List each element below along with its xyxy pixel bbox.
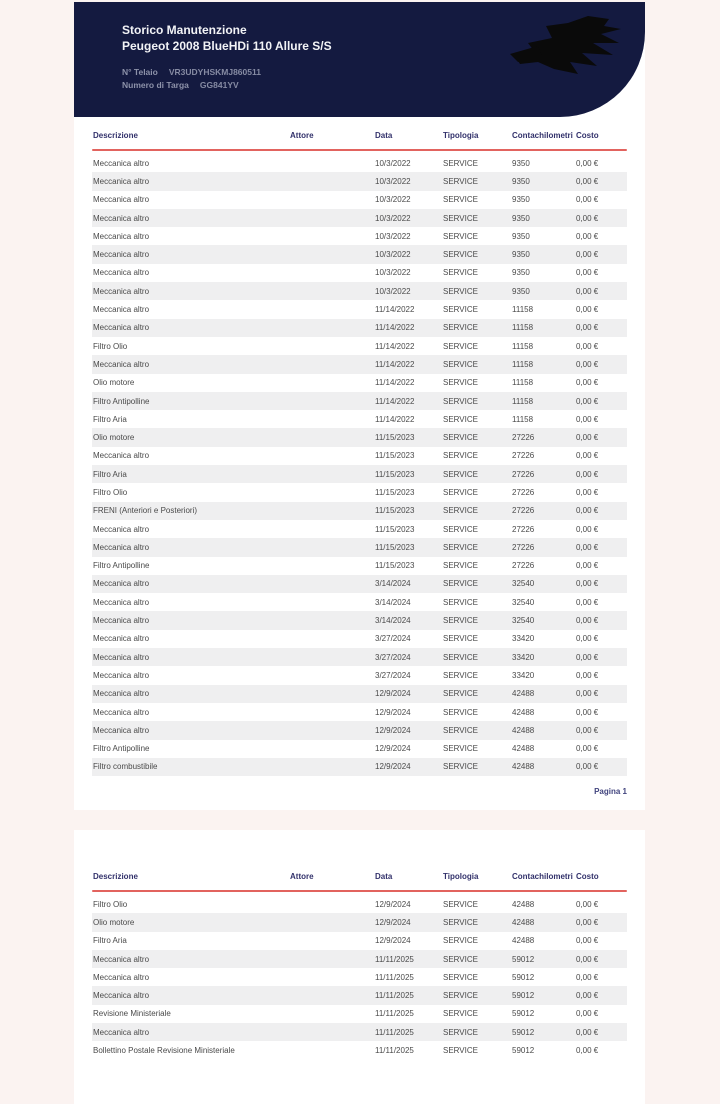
cell-costo: 0,00 € xyxy=(576,158,599,168)
table-row xyxy=(92,740,627,758)
table-row xyxy=(92,209,627,227)
cell-tipologia: SERVICE xyxy=(443,341,478,351)
cell-descrizione: Olio motore xyxy=(93,378,135,388)
cell-tipologia: SERVICE xyxy=(443,359,478,369)
cell-contachilometri: 11158 xyxy=(512,396,534,406)
cell-tipologia: SERVICE xyxy=(443,378,478,388)
cell-costo: 0,00 € xyxy=(576,323,599,333)
cell-costo: 0,00 € xyxy=(576,213,599,223)
cell-data: 11/11/2025 xyxy=(375,991,414,1001)
cell-tipologia: SERVICE xyxy=(443,1027,478,1037)
cell-descrizione: Filtro combustibile xyxy=(93,762,158,772)
cell-descrizione: Meccanica altro xyxy=(93,542,150,552)
cell-costo: 0,00 € xyxy=(576,305,599,315)
column-header-attore: Attore xyxy=(290,131,314,140)
table-row xyxy=(92,428,627,446)
cell-data: 10/3/2022 xyxy=(375,213,411,223)
cell-descrizione: Meccanica altro xyxy=(93,250,150,260)
cell-contachilometri: 33420 xyxy=(512,634,535,644)
cell-contachilometri: 59012 xyxy=(512,991,535,1001)
cell-tipologia: SERVICE xyxy=(443,487,478,497)
redaction-scribble xyxy=(508,10,630,80)
table-row xyxy=(92,950,627,968)
column-header-costo: Costo xyxy=(576,131,599,140)
cell-costo: 0,00 € xyxy=(576,707,599,717)
table-row xyxy=(92,355,627,373)
table-row xyxy=(92,154,627,172)
cell-costo: 0,00 € xyxy=(576,524,599,534)
table-row xyxy=(92,575,627,593)
cell-costo: 0,00 € xyxy=(576,506,599,516)
cell-data: 11/14/2022 xyxy=(375,378,415,388)
cell-descrizione: Meccanica altro xyxy=(93,231,150,241)
cell-costo: 0,00 € xyxy=(576,396,599,406)
table-row xyxy=(92,666,627,684)
column-header-tipologia: Tipologia xyxy=(443,872,479,881)
cell-tipologia: SERVICE xyxy=(443,936,478,946)
cell-costo: 0,00 € xyxy=(576,579,599,589)
cell-tipologia: SERVICE xyxy=(443,250,478,260)
cell-tipologia: SERVICE xyxy=(443,286,478,296)
cell-tipologia: SERVICE xyxy=(443,414,478,424)
cell-contachilometri: 27226 xyxy=(512,561,535,571)
cell-data: 11/14/2022 xyxy=(375,396,415,406)
chassis-value: VR3UDYHSKMJ860511 xyxy=(168,67,261,77)
cell-contachilometri: 9350 xyxy=(512,231,530,241)
table-row xyxy=(92,895,627,913)
cell-costo: 0,00 € xyxy=(576,561,599,571)
cell-contachilometri: 9350 xyxy=(512,195,530,205)
cell-descrizione: Filtro Olio xyxy=(93,899,128,909)
cell-tipologia: SERVICE xyxy=(443,231,478,241)
cell-tipologia: SERVICE xyxy=(443,268,478,278)
cell-descrizione: Meccanica altro xyxy=(93,305,150,315)
cell-contachilometri: 42488 xyxy=(512,762,535,772)
cell-data: 12/9/2024 xyxy=(375,725,411,735)
table-header-row xyxy=(92,830,627,890)
report-title: Storico Manutenzione xyxy=(122,23,247,37)
cell-tipologia: SERVICE xyxy=(443,305,478,315)
column-header-data: Data xyxy=(375,872,393,881)
cell-data: 11/15/2023 xyxy=(375,487,415,497)
table-row xyxy=(92,191,627,209)
cell-tipologia: SERVICE xyxy=(443,689,478,699)
table-header-row xyxy=(92,117,627,149)
cell-tipologia: SERVICE xyxy=(443,176,478,186)
cell-tipologia: SERVICE xyxy=(443,579,478,589)
cell-data: 11/15/2023 xyxy=(375,524,415,534)
cell-costo: 0,00 € xyxy=(576,1009,599,1019)
cell-data: 11/11/2025 xyxy=(375,972,414,982)
table-row xyxy=(92,986,627,1004)
cell-tipologia: SERVICE xyxy=(443,899,478,909)
cell-costo: 0,00 € xyxy=(576,286,599,296)
cell-costo: 0,00 € xyxy=(576,433,599,443)
cell-data: 10/3/2022 xyxy=(375,158,411,168)
cell-data: 11/14/2022 xyxy=(375,323,415,333)
cell-costo: 0,00 € xyxy=(576,195,599,205)
cell-data: 11/15/2023 xyxy=(375,433,415,443)
cell-tipologia: SERVICE xyxy=(443,725,478,735)
cell-data: 11/15/2023 xyxy=(375,542,415,552)
column-header-costo: Costo xyxy=(576,872,599,881)
table-row xyxy=(92,520,627,538)
cell-tipologia: SERVICE xyxy=(443,451,478,461)
cell-descrizione: Meccanica altro xyxy=(93,579,150,589)
cell-contachilometri: 42488 xyxy=(512,725,535,735)
table-row xyxy=(92,685,627,703)
cell-tipologia: SERVICE xyxy=(443,524,478,534)
cell-contachilometri: 27226 xyxy=(512,433,535,443)
cell-contachilometri: 9350 xyxy=(512,268,530,278)
cell-data: 10/3/2022 xyxy=(375,268,411,278)
cell-costo: 0,00 € xyxy=(576,1046,599,1056)
cell-costo: 0,00 € xyxy=(576,268,599,278)
cell-data: 3/14/2024 xyxy=(375,579,411,589)
column-header-descrizione: Descrizione xyxy=(93,872,138,881)
cell-contachilometri: 9350 xyxy=(512,250,530,260)
cell-descrizione: Meccanica altro xyxy=(93,195,150,205)
cell-tipologia: SERVICE xyxy=(443,634,478,644)
cell-costo: 0,00 € xyxy=(576,341,599,351)
cell-contachilometri: 27226 xyxy=(512,524,535,534)
cell-contachilometri: 42488 xyxy=(512,899,535,909)
cell-contachilometri: 27226 xyxy=(512,542,535,552)
cell-descrizione: Meccanica altro xyxy=(93,689,150,699)
cell-descrizione: Filtro Olio xyxy=(93,487,128,497)
cell-data: 11/15/2023 xyxy=(375,506,415,516)
cell-data: 12/9/2024 xyxy=(375,689,411,699)
cell-descrizione: Olio motore xyxy=(93,917,135,927)
plate-label: Numero di Targa xyxy=(122,80,189,90)
cell-descrizione: Meccanica altro xyxy=(93,158,150,168)
cell-contachilometri: 59012 xyxy=(512,1009,535,1019)
cell-costo: 0,00 € xyxy=(576,487,599,497)
cell-descrizione: Meccanica altro xyxy=(93,954,150,964)
maintenance-table-page2 xyxy=(92,830,627,1060)
column-header-contachilometri: Contachilometri xyxy=(512,872,573,881)
cell-descrizione: Meccanica altro xyxy=(93,524,150,534)
cell-data: 10/3/2022 xyxy=(375,286,411,296)
cell-contachilometri: 32540 xyxy=(512,597,535,607)
cell-costo: 0,00 € xyxy=(576,936,599,946)
cell-costo: 0,00 € xyxy=(576,542,599,552)
cell-data: 11/14/2022 xyxy=(375,341,415,351)
cell-tipologia: SERVICE xyxy=(443,396,478,406)
cell-costo: 0,00 € xyxy=(576,991,599,1001)
table-row xyxy=(92,502,627,520)
column-header-contachilometri: Contachilometri xyxy=(512,131,573,140)
document-page-1 xyxy=(74,2,645,810)
cell-descrizione: Meccanica altro xyxy=(93,268,150,278)
cell-descrizione: Filtro Antipolline xyxy=(93,561,150,571)
cell-data: 3/27/2024 xyxy=(375,652,411,662)
cell-contachilometri: 11158 xyxy=(512,305,534,315)
table-row xyxy=(92,227,627,245)
table-row xyxy=(92,932,627,950)
cell-data: 3/27/2024 xyxy=(375,670,411,680)
cell-data: 12/9/2024 xyxy=(375,762,411,772)
cell-tipologia: SERVICE xyxy=(443,670,478,680)
cell-data: 11/11/2025 xyxy=(375,1009,414,1019)
cell-data: 12/9/2024 xyxy=(375,744,411,754)
cell-costo: 0,00 € xyxy=(576,689,599,699)
page-number: Pagina 1 xyxy=(594,787,627,797)
cell-data: 12/9/2024 xyxy=(375,936,411,946)
column-header-tipologia: Tipologia xyxy=(443,131,479,140)
vehicle-name: Peugeot 2008 BlueHDi 110 Allure S/S xyxy=(122,39,332,53)
cell-data: 11/11/2025 xyxy=(375,954,414,964)
cell-tipologia: SERVICE xyxy=(443,433,478,443)
cell-descrizione: FRENI (Anteriori e Posteriori) xyxy=(93,506,198,516)
table-row xyxy=(92,172,627,190)
cell-costo: 0,00 € xyxy=(576,972,599,982)
cell-descrizione: Meccanica altro xyxy=(93,616,150,626)
cell-costo: 0,00 € xyxy=(576,652,599,662)
cell-contachilometri: 9350 xyxy=(512,158,530,168)
cell-tipologia: SERVICE xyxy=(443,972,478,982)
cell-costo: 0,00 € xyxy=(576,250,599,260)
table-row xyxy=(92,392,627,410)
cell-costo: 0,00 € xyxy=(576,231,599,241)
table-row xyxy=(92,319,627,337)
cell-contachilometri: 11158 xyxy=(512,323,534,333)
cell-data: 12/9/2024 xyxy=(375,917,411,927)
cell-descrizione: Filtro Antipolline xyxy=(93,396,150,406)
cell-tipologia: SERVICE xyxy=(443,707,478,717)
cell-contachilometri: 11158 xyxy=(512,341,534,351)
table-row xyxy=(92,410,627,428)
cell-data: 3/14/2024 xyxy=(375,597,411,607)
cell-contachilometri: 32540 xyxy=(512,616,535,626)
cell-descrizione: Meccanica altro xyxy=(93,652,150,662)
cell-costo: 0,00 € xyxy=(576,359,599,369)
table-row xyxy=(92,465,627,483)
cell-tipologia: SERVICE xyxy=(443,561,478,571)
table-row xyxy=(92,538,627,556)
table-row xyxy=(92,703,627,721)
cell-descrizione: Revisione Ministeriale xyxy=(93,1009,171,1019)
report-header-band xyxy=(74,2,645,117)
cell-costo: 0,00 € xyxy=(576,899,599,909)
table-row xyxy=(92,721,627,739)
cell-costo: 0,00 € xyxy=(576,176,599,186)
cell-contachilometri: 27226 xyxy=(512,487,535,497)
cell-tipologia: SERVICE xyxy=(443,917,478,927)
cell-costo: 0,00 € xyxy=(576,744,599,754)
cell-tipologia: SERVICE xyxy=(443,1046,478,1056)
cell-descrizione: Filtro Aria xyxy=(93,414,127,424)
table-row xyxy=(92,337,627,355)
cell-descrizione: Meccanica altro xyxy=(93,286,150,296)
cell-descrizione: Filtro Olio xyxy=(93,341,128,351)
table-row xyxy=(92,593,627,611)
cell-contachilometri: 32540 xyxy=(512,579,535,589)
cell-descrizione: Bollettino Postale Revisione Ministeriale xyxy=(93,1046,235,1056)
cell-contachilometri: 27226 xyxy=(512,451,535,461)
cell-data: 3/14/2024 xyxy=(375,616,411,626)
cell-descrizione: Meccanica altro xyxy=(93,634,150,644)
cell-descrizione: Meccanica altro xyxy=(93,451,150,461)
cell-costo: 0,00 € xyxy=(576,917,599,927)
cell-tipologia: SERVICE xyxy=(443,652,478,662)
plate-line xyxy=(122,79,645,92)
table-row xyxy=(92,264,627,282)
cell-data: 10/3/2022 xyxy=(375,231,411,241)
cell-descrizione: Meccanica altro xyxy=(93,972,150,982)
plate-value: GG841YV xyxy=(199,80,239,90)
table-row xyxy=(92,1023,627,1041)
cell-descrizione: Meccanica altro xyxy=(93,725,150,735)
cell-tipologia: SERVICE xyxy=(443,991,478,1001)
cell-contachilometri: 42488 xyxy=(512,689,535,699)
cell-descrizione: Filtro Aria xyxy=(93,469,127,479)
table-row xyxy=(92,1041,627,1059)
cell-tipologia: SERVICE xyxy=(443,597,478,607)
cell-contachilometri: 59012 xyxy=(512,1027,535,1037)
cell-contachilometri: 9350 xyxy=(512,213,530,223)
cell-contachilometri: 33420 xyxy=(512,652,535,662)
cell-contachilometri: 33420 xyxy=(512,670,535,680)
cell-descrizione: Meccanica altro xyxy=(93,670,150,680)
cell-descrizione: Olio motore xyxy=(93,433,135,443)
cell-data: 10/3/2022 xyxy=(375,250,411,260)
cell-tipologia: SERVICE xyxy=(443,744,478,754)
cell-tipologia: SERVICE xyxy=(443,213,478,223)
cell-costo: 0,00 € xyxy=(576,670,599,680)
cell-costo: 0,00 € xyxy=(576,762,599,772)
chassis-label: N° Telaio xyxy=(122,67,158,77)
cell-data: 12/9/2024 xyxy=(375,899,411,909)
table-row xyxy=(92,758,627,776)
document-page-2 xyxy=(74,830,645,1104)
cell-contachilometri: 9350 xyxy=(512,286,530,296)
cell-contachilometri: 42488 xyxy=(512,936,535,946)
cell-tipologia: SERVICE xyxy=(443,195,478,205)
cell-descrizione: Meccanica altro xyxy=(93,213,150,223)
table-body xyxy=(92,151,627,776)
cell-contachilometri: 11158 xyxy=(512,414,534,424)
table-row xyxy=(92,245,627,263)
cell-data: 12/9/2024 xyxy=(375,707,411,717)
cell-costo: 0,00 € xyxy=(576,414,599,424)
table-row xyxy=(92,483,627,501)
cell-costo: 0,00 € xyxy=(576,954,599,964)
cell-tipologia: SERVICE xyxy=(443,762,478,772)
cell-costo: 0,00 € xyxy=(576,616,599,626)
cell-descrizione: Meccanica altro xyxy=(93,1027,150,1037)
cell-contachilometri: 11158 xyxy=(512,359,534,369)
cell-contachilometri: 9350 xyxy=(512,176,530,186)
cell-costo: 0,00 € xyxy=(576,634,599,644)
cell-data: 11/14/2022 xyxy=(375,414,415,424)
table-row xyxy=(92,282,627,300)
cell-descrizione: Meccanica altro xyxy=(93,991,150,1001)
cell-data: 11/11/2025 xyxy=(375,1027,414,1037)
cell-tipologia: SERVICE xyxy=(443,616,478,626)
cell-contachilometri: 42488 xyxy=(512,917,535,927)
cell-data: 11/14/2022 xyxy=(375,359,415,369)
cell-descrizione: Filtro Aria xyxy=(93,936,127,946)
cell-data: 10/3/2022 xyxy=(375,195,411,205)
cell-data: 10/3/2022 xyxy=(375,176,411,186)
table-row xyxy=(92,300,627,318)
cell-tipologia: SERVICE xyxy=(443,542,478,552)
table-row xyxy=(92,374,627,392)
cell-tipologia: SERVICE xyxy=(443,158,478,168)
cell-tipologia: SERVICE xyxy=(443,954,478,964)
table-row xyxy=(92,557,627,575)
cell-costo: 0,00 € xyxy=(576,451,599,461)
cell-contachilometri: 27226 xyxy=(512,469,535,479)
table-row xyxy=(92,913,627,931)
cell-tipologia: SERVICE xyxy=(443,506,478,516)
cell-costo: 0,00 € xyxy=(576,1027,599,1037)
column-header-descrizione: Descrizione xyxy=(93,131,138,140)
table-row xyxy=(92,630,627,648)
cell-costo: 0,00 € xyxy=(576,597,599,607)
cell-contachilometri: 11158 xyxy=(512,378,534,388)
cell-data: 3/27/2024 xyxy=(375,634,411,644)
cell-costo: 0,00 € xyxy=(576,469,599,479)
cell-contachilometri: 42488 xyxy=(512,744,535,754)
cell-descrizione: Meccanica altro xyxy=(93,707,150,717)
table-row xyxy=(92,1005,627,1023)
cell-data: 11/14/2022 xyxy=(375,305,415,315)
cell-descrizione: Meccanica altro xyxy=(93,597,150,607)
cell-contachilometri: 27226 xyxy=(512,506,535,516)
column-header-data: Data xyxy=(375,131,393,140)
maintenance-table-page1 xyxy=(92,117,627,796)
cell-descrizione: Meccanica altro xyxy=(93,359,150,369)
table-row xyxy=(92,611,627,629)
cell-tipologia: SERVICE xyxy=(443,469,478,479)
cell-costo: 0,00 € xyxy=(576,378,599,388)
cell-contachilometri: 42488 xyxy=(512,707,535,717)
cell-contachilometri: 59012 xyxy=(512,972,535,982)
cell-costo: 0,00 € xyxy=(576,725,599,735)
cell-contachilometri: 59012 xyxy=(512,1046,535,1056)
cell-descrizione: Meccanica altro xyxy=(93,323,150,333)
cell-data: 11/11/2025 xyxy=(375,1046,414,1056)
cell-data: 11/15/2023 xyxy=(375,451,415,461)
column-header-attore: Attore xyxy=(290,872,314,881)
cell-descrizione: Filtro Antipolline xyxy=(93,744,150,754)
table-row xyxy=(92,968,627,986)
table-row xyxy=(92,447,627,465)
cell-data: 11/15/2023 xyxy=(375,469,415,479)
cell-tipologia: SERVICE xyxy=(443,1009,478,1019)
table-body xyxy=(92,892,627,1060)
table-row xyxy=(92,648,627,666)
cell-contachilometri: 59012 xyxy=(512,954,535,964)
cell-tipologia: SERVICE xyxy=(443,323,478,333)
cell-data: 11/15/2023 xyxy=(375,561,415,571)
cell-descrizione: Meccanica altro xyxy=(93,176,150,186)
